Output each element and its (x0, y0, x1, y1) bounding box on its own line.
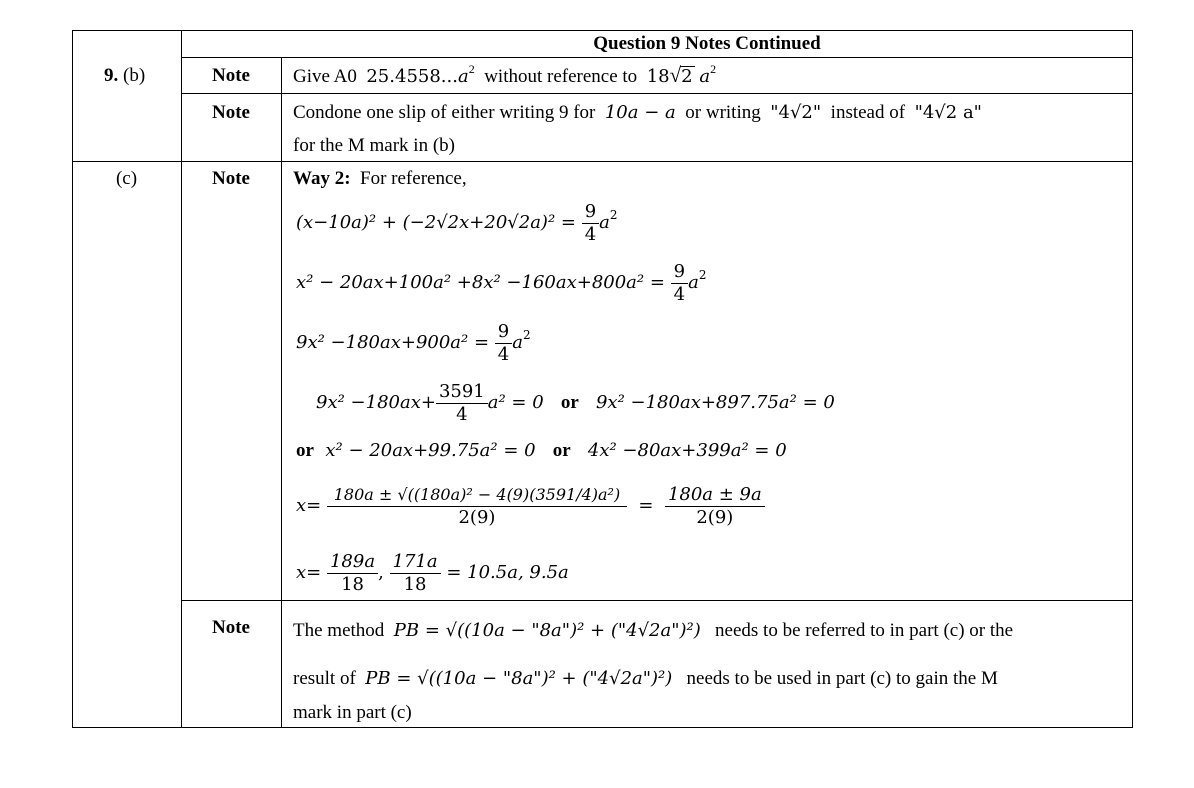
way2-heading: Way 2: For reference, (293, 168, 467, 189)
part-c-label: (c) (115, 168, 138, 189)
note-label-3: Note (212, 168, 250, 189)
note-label-2: Note (212, 102, 250, 123)
note-label-4: Note (212, 617, 250, 638)
equation-7: x= $\frac{189a}{18}$ , $\frac{171a}{18}$ = 10.5a, 9.5a (296, 550, 569, 595)
question-number: 9. (104, 65, 119, 86)
equation-6: x= $\frac{\text{180a ± √((180a)² − 4(9)(3591/4)a²)}}{2(9)}$ = $\frac{180a \pm 9a}{2(9)}$ (296, 478, 765, 534)
note-b1: Give A0 $25.4558...a^2$ without reference to 18√2 $a^2$ (293, 62, 717, 87)
note-c2-line1: The method PB = √((10a − "8a")² + ("4√2a")²) needs to be referred to in part (c) or the (293, 620, 1014, 641)
part-b-label: (b) (123, 65, 146, 86)
note-c2-line2: result of PB = √((10a − "8a")² + ("4√2a")²) needs to be used in part (c) to gain the M (293, 668, 998, 689)
equation-5: or x² − 20ax+99.75a² = 0 or 4x² −80ax+399a² = 0 (296, 440, 787, 461)
note-c2-line3: mark in part (c) (293, 702, 412, 723)
row-label-question (104, 65, 145, 87)
equation-2: x² − 20ax+100a² +8x² −160ax+800a² = $\frac{9}{4}$ $a^2$ (296, 260, 707, 305)
equation-1: (x−10a)² + (−2√2x+20√2a)² = $\frac{9}{4}$ $a^2$ (296, 200, 618, 245)
note-label-1: Note (212, 65, 250, 86)
equation-4: 9x² −180ax+ $\frac{3591}{4}$ a² = 0 or 9x² −180ax+897.75a² = 0 (316, 380, 835, 425)
table-title: Question 9 Notes Continued (593, 33, 821, 54)
equation-3: 9x² −180ax+900a² = $\frac{9}{4}$ $a^2$ (296, 320, 531, 365)
note-b2-line1: Condone one slip of either writing 9 for 10a − a or writing "4√2" instead of "4√2 a" (293, 102, 982, 123)
note-b2-line2: for the M mark in (b) (293, 135, 455, 156)
